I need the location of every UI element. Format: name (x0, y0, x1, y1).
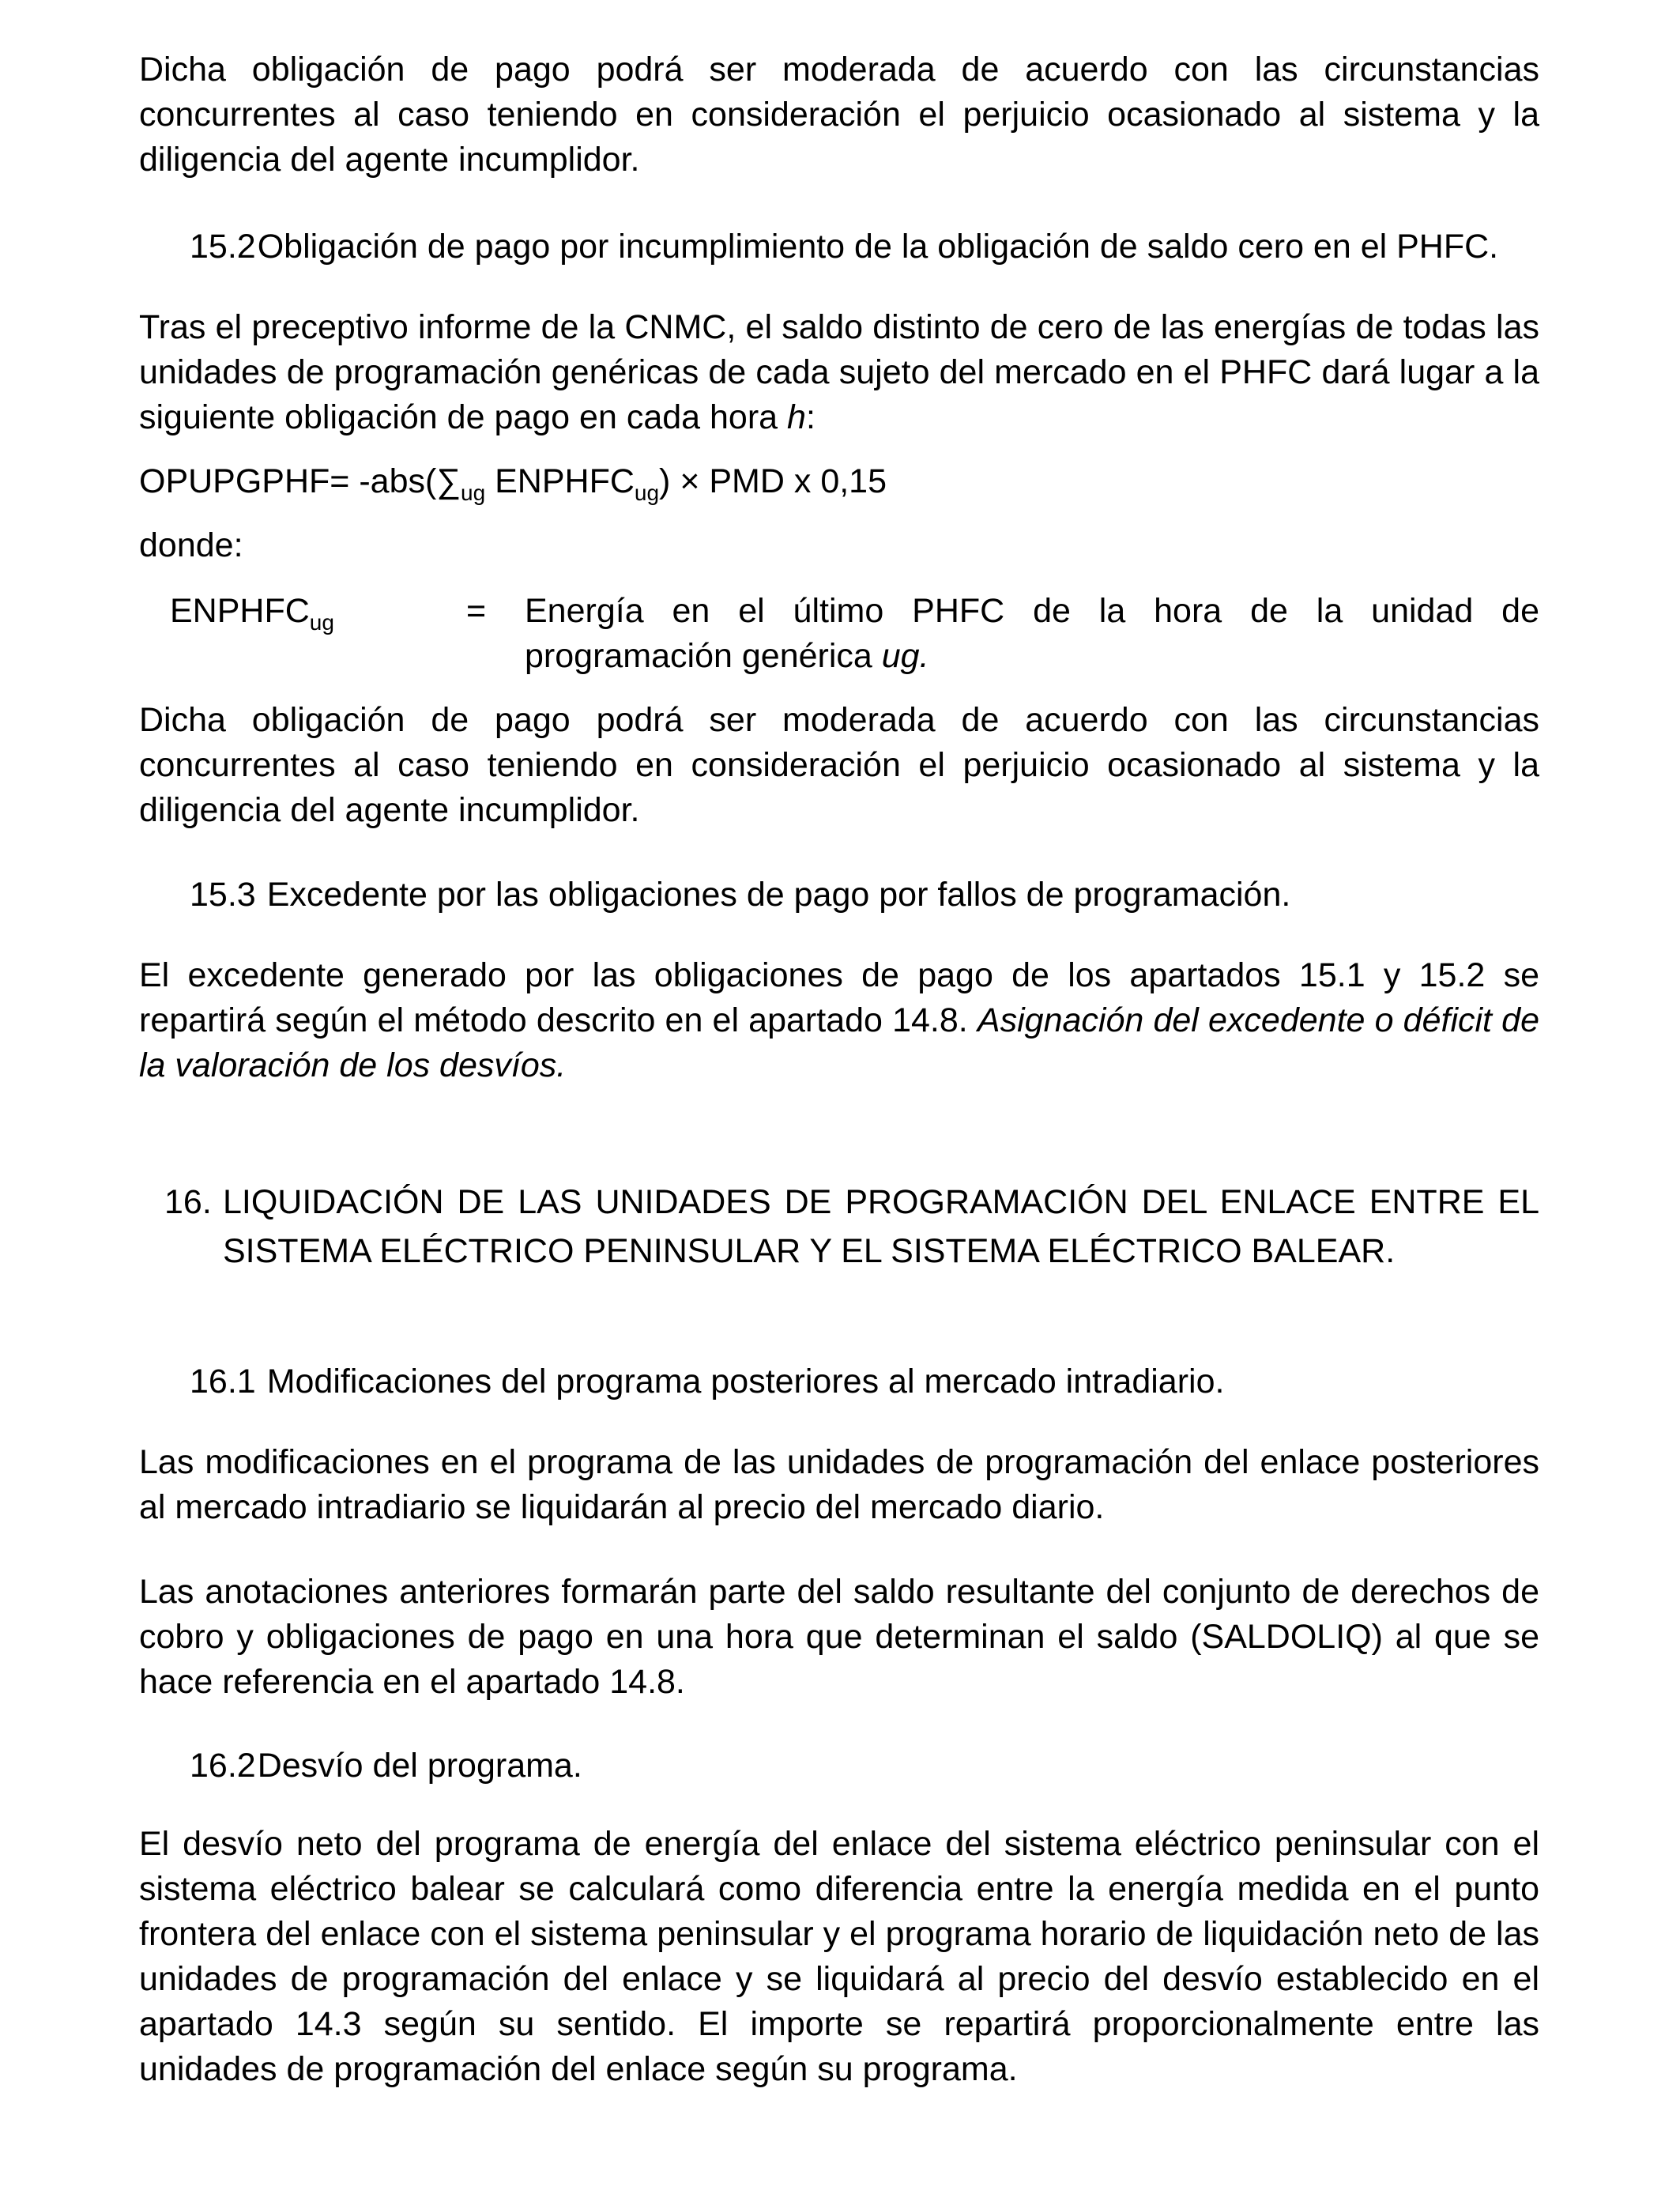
paragraph-net-deviation: El desvío neto del programa de energía del enlace del sistema eléctrico peninsular con el sistema eléctrico balear se calculará como diferencia entre la energía medida en el punto frontera del enlace con el sistema peninsular y el programa horario de liquidación neto de las unidades de programación del enlace y se liquidará al precio del desvío establecido en el apartado 14.3 según su sentido. El importe se repartirá proporcionalmente entre las unidades de programación del enlace según su programa. (139, 1825, 1539, 2088)
heading-16-2 (190, 1744, 582, 1789)
donde-label: donde: (139, 526, 243, 564)
heading-16-1 (190, 1359, 1224, 1404)
definition-text-ug: ug. (881, 637, 929, 675)
definition-text-main: Energía en el último PHFC de la hora de la unidad de programación genérica (525, 592, 1539, 675)
paragraph-surplus-reference: Asignación del excedente o déficit de la valoración de los desvíos. (139, 1001, 1539, 1084)
heading-15-2 (190, 224, 1498, 270)
paragraph-surplus (139, 953, 1539, 1088)
formula-left: OPUPGPHF= -abs(∑ (139, 462, 461, 500)
formula-sub-ug-2: ug (634, 480, 660, 505)
paragraph-cnmc-report (139, 305, 1539, 440)
formula-sub-ug-1: ug (461, 480, 486, 505)
formula-right: ) × PMD x 0,15 (659, 462, 887, 500)
heading-16-1-title: Modificaciones del programa posteriores al mercado intradiario. (266, 1363, 1225, 1400)
heading-16-2-title: Desvío del programa. (257, 1747, 582, 1785)
heading-15-2-number: 15.2 (190, 228, 256, 266)
paragraph-moderation-1: Dicha obligación de pago podrá ser moderada de acuerdo con las circunstancias concurrentes al caso teniendo en consideración el perjuicio ocasionado al sistema y la diligencia del agente incumplidor. (139, 51, 1539, 179)
colon: : (805, 398, 816, 436)
definition-term (170, 589, 334, 634)
hour-variable: h (787, 398, 806, 436)
definition-text (525, 589, 1539, 679)
section-16-heading (164, 1178, 1539, 1276)
section-16-number: 16. (164, 1183, 212, 1221)
paragraph-modifications: Las modificaciones en el programa de las unidades de programación del enlace posteriores al mercado intradiario se liquidarán al precio del mercado diario. (139, 1443, 1539, 1526)
heading-15-3-title: Excedente por las obligaciones de pago por fallos de programación. (266, 876, 1291, 914)
heading-15-3-number: 15.3 (190, 876, 256, 914)
paragraph-moderation-2: Dicha obligación de pago podrá ser moderada de acuerdo con las circunstancias concurrentes al caso teniendo en consideración el perjuicio ocasionado al sistema y la diligencia del agente incumplidor. (139, 701, 1539, 829)
paragraph-annotations: Las anotaciones anteriores formarán parte del saldo resultante del conjunto de derechos de cobro y obligaciones de pago en una hora que determinan el saldo (SALDOLIQ) al que se hace referencia en el apartado 14.8. (139, 1573, 1539, 1701)
heading-16-2-number: 16.2 (190, 1747, 256, 1785)
formula-opupgphf (139, 459, 1539, 504)
definition-equals: = (466, 592, 487, 630)
definition-term-main: ENPHFC (170, 592, 310, 630)
heading-15-3 (190, 873, 1290, 918)
definition-term-sub: ug (309, 609, 334, 635)
heading-16-1-number: 16.1 (190, 1363, 256, 1400)
paragraph-surplus-text: El excedente generado por las obligaciones de pago de los apartados 15.1 y 15.2 se repartirá según el método descrito en el apartado 14.8. (139, 956, 1539, 1039)
section-16-title: LIQUIDACIÓN DE LAS UNIDADES DE PROGRAMACIÓN DEL ENLACE ENTRE EL SISTEMA ELÉCTRICO PENINSULAR Y EL SISTEMA ELÉCTRICO BALEAR. (223, 1183, 1539, 1270)
paragraph-cnmc-text: Tras el preceptivo informe de la CNMC, el saldo distinto de cero de las energías de todas las unidades de programación genéricas de cada sujeto del mercado en el PHFC dará lugar a la siguiente obligación de pago en cada hora (139, 308, 1539, 436)
formula-mid: ENPHFC (485, 462, 635, 500)
heading-15-2-title: Obligación de pago por incumplimiento de la obligación de saldo cero en el PHFC. (257, 228, 1499, 266)
